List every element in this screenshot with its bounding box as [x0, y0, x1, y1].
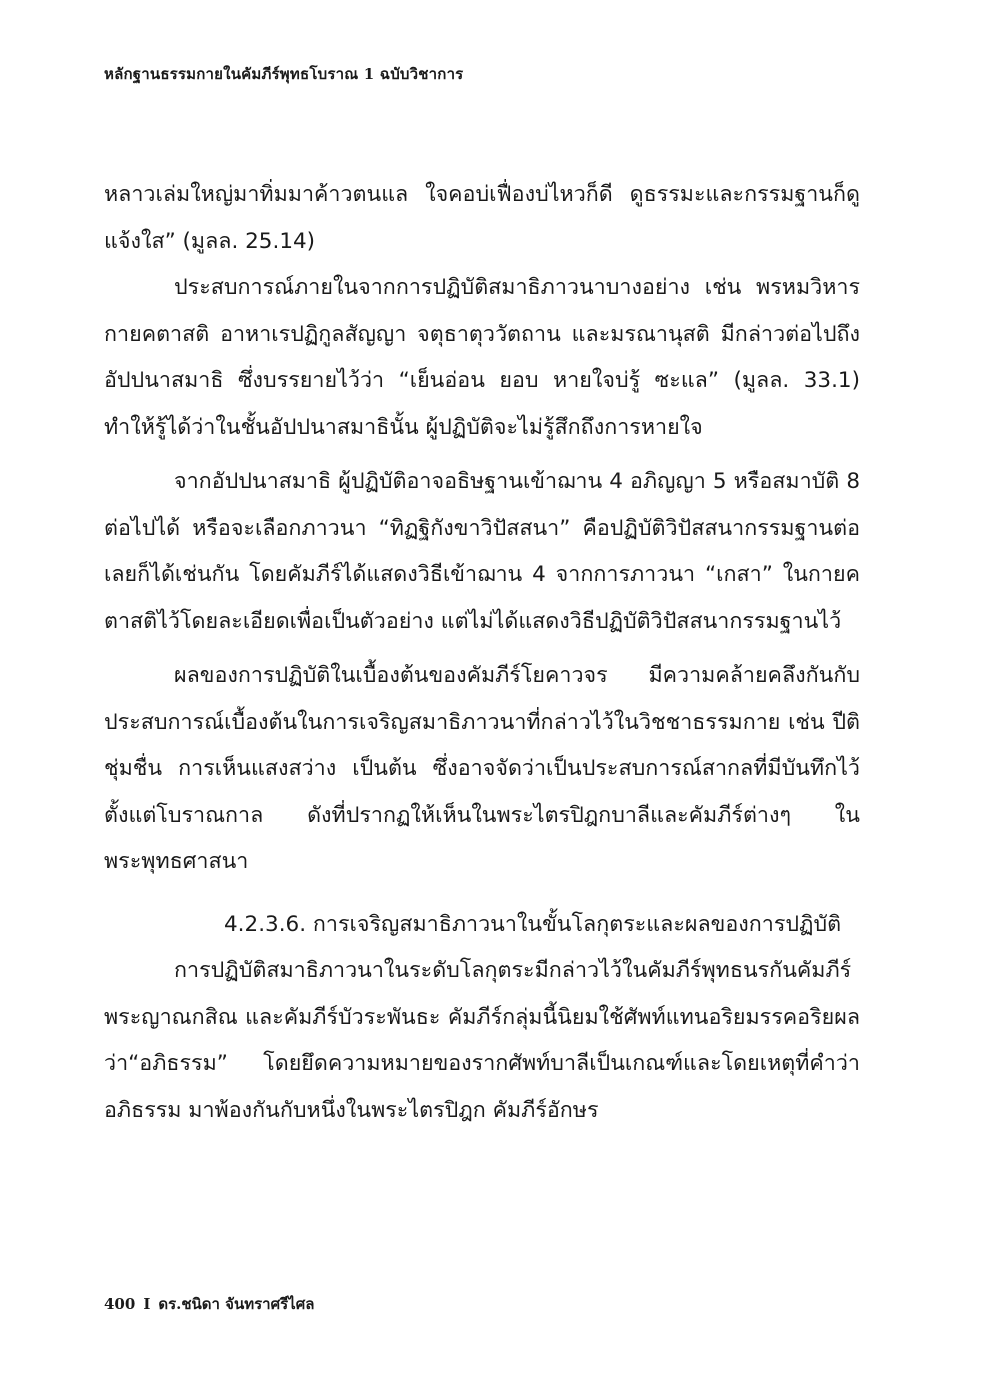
paragraph-jhana: จากอัปปนาสมาธิ ผู้ปฏิบัติอาจอธิษฐานเข้าฌาน 4 อภิญญา 5 หรือสมาบัติ 8 ต่อไปได้ หรือจะเลือกภาวนา “ทิฏฐิกังขาวิปัสสนา” คือปฏิบัติวิปัสสนากรรมฐานต่อเลยก็ได้เช่นกัน โดยคัมภีร์ได้แสดงวิธีเข้าฌาน 4 จากการภาวนา “เกสา” ในกายคตาสติไว้โดยละเอียดเพื่อเป็นตัวอย่าง แต่ไม่ได้แสดงวิธีปฏิบัติวิปัสสนากรรมฐานไว้ [104, 469, 860, 634]
paragraph-continuation: หลาวเล่มใหญ่มาทิ่มมาค้าวตนแล ใจคอบ่เฟื่องบ่ไหวก็ดี ดูธรรมะและกรรมฐานก็ดูแจ้งใส” (มูลล. 25.14) [104, 182, 860, 254]
footer-separator: I [143, 1295, 151, 1313]
author-name: ดร.ชนิดา จันทราศรีไศล [158, 1295, 315, 1313]
page-body [104, 172, 860, 1134]
page-footer [104, 1292, 314, 1316]
page-number: 400 [104, 1295, 136, 1313]
paragraph-meditation-experience: ประสบการณ์ภายในจากการปฏิบัติสมาธิภาวนาบางอย่าง เช่น พรหมวิหาร กายคตาสติ อาหาเรปฏิกูลสัญญา จตุธาตุววัตถาน และมรณานุสติ มีกล่าวต่อไปถึงอัปปนาสมาธิ ซึ่งบรรยายไว้ว่า “เย็นอ่อน ยอบ หายใจบ่รู้ ซะแล” (มูลล. 33.1) ทำให้รู้ได้ว่าในชั้นอัปปนาสมาธินั้น ผู้ปฏิบัติจะไม่รู้สึกถึงการหายใจ [104, 275, 860, 440]
running-header: หลักฐานธรรมกายในคัมภีร์พุทธโบราณ 1 ฉบับวิชาการ [104, 65, 464, 83]
paragraph-results: ผลของการปฏิบัติในเบื้องต้นของคัมภีร์โยคาวจร มีความคล้ายคลึงกันกับประสบการณ์เบื้องต้นในการเจริญสมาธิภาวนาที่กล่าวไว้ในวิชชาธรรมกาย เช่น ปีติชุ่มชื่น การเห็นแสงสว่าง เป็นต้น ซึ่งอาจจัดว่าเป็นประสบการณ์สากลที่มีบันทึกไว้ตั้งแต่โบราณกาล ดังที่ปรากฏให้เห็นในพระไตรปิฎกบาลีและคัมภีร์ต่างๆ ในพระพุทธศาสนา [104, 663, 860, 874]
paragraph-lokuttara: การปฏิบัติสมาธิภาวนาในระดับโลกุตระมีกล่าวไว้ในคัมภีร์พุทธนรกันคัมภีร์พระญาณกสิณ และคัมภีร์บัวระพันธะ คัมภีร์กลุ่มนี้นิยมใช้ศัพท์แทนอริยมรรคอริยผลว่า“อภิธรรม” โดยยึดความหมายของรากศัพท์บาลีเป็นเกณฑ์และโดยเหตุที่คำว่า อภิธรรม มาพ้องกันกับหนึ่งในพระไตรปิฎก คัมภีร์อักษร [104, 958, 860, 1123]
section-heading: 4.2.3.6. การเจริญสมาธิภาวนาในขั้นโลกุตระและผลของการปฏิบัติ [224, 911, 842, 937]
